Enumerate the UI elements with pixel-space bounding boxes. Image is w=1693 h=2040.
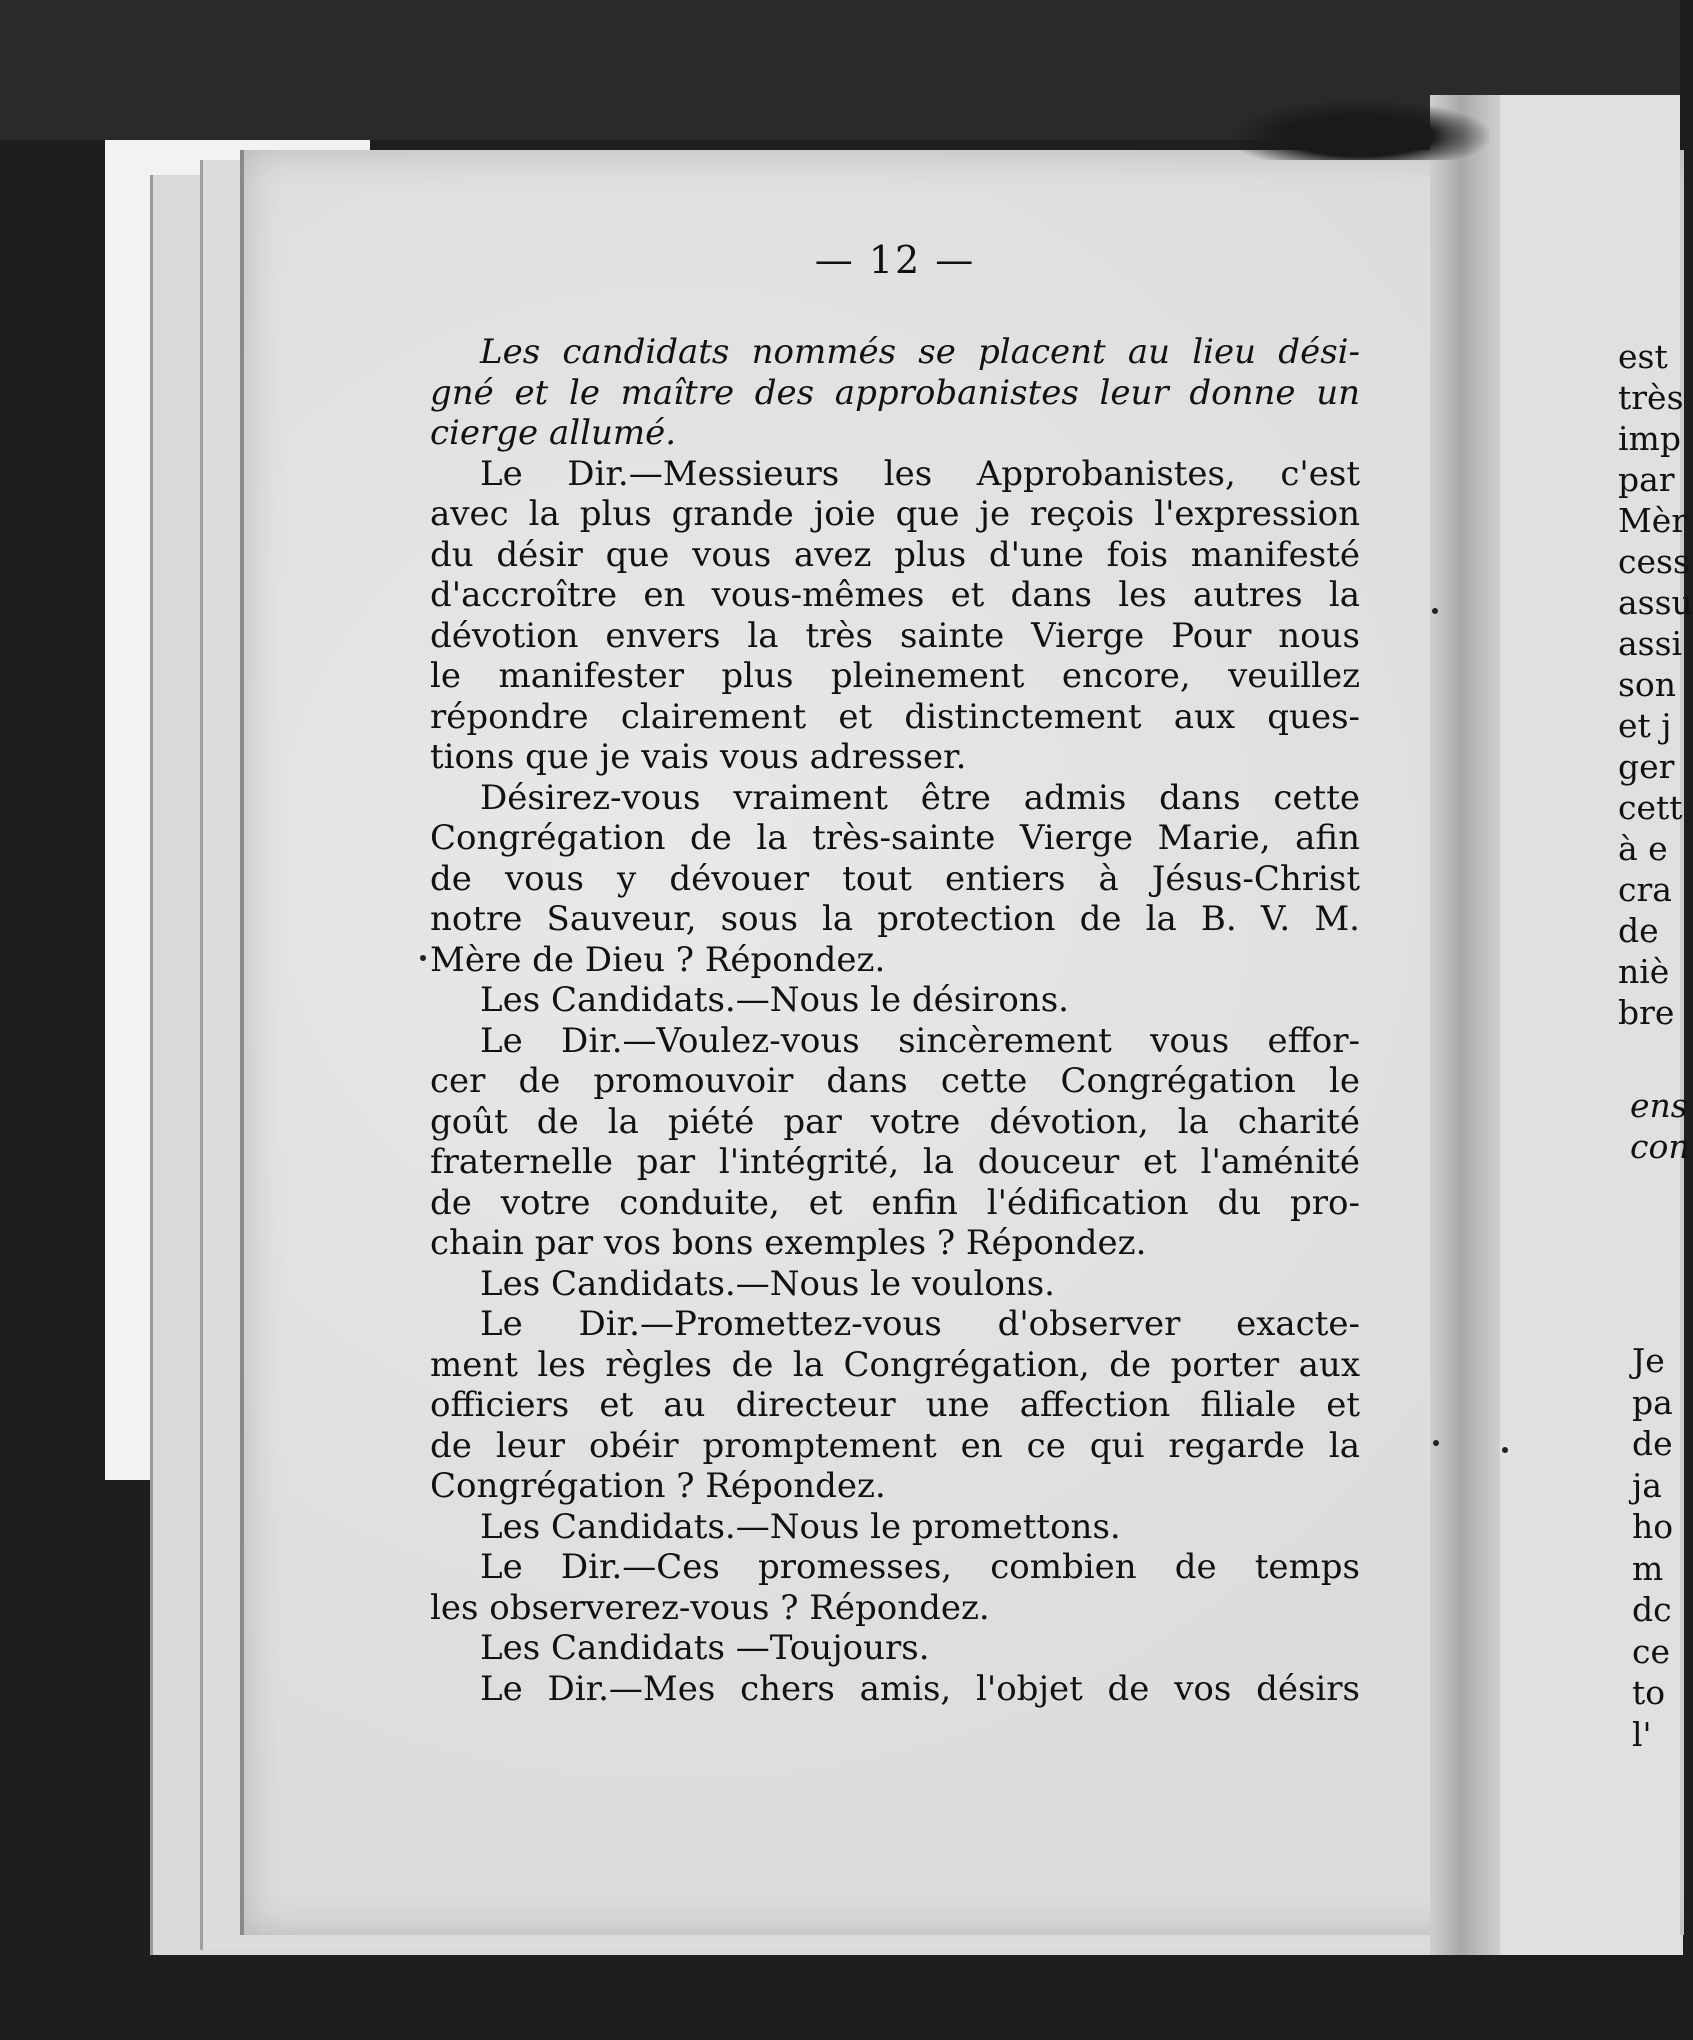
text-line: goût de la piété par votre dévotion, la charité xyxy=(430,1101,1360,1142)
page-body xyxy=(430,332,1360,1709)
text-line: Le Dir.—Ces promesses, combien de temps xyxy=(480,1547,1360,1587)
text-line: Les candidats nommés se placent au lieu dési- xyxy=(480,332,1360,372)
text-line: dévotion envers la très sainte Vierge Pour nous xyxy=(430,615,1360,656)
text-line: Congrégation de la très-sainte Vierge Marie, afin xyxy=(430,818,1360,858)
right-page-fragment: cra xyxy=(1618,870,1672,909)
right-page-fragment: dc xyxy=(1632,1590,1672,1629)
book-gutter xyxy=(1430,95,1500,1955)
page-number: — 12 — xyxy=(814,238,976,282)
text-line: de vous y dévouer tout entiers à Jésus-Christ xyxy=(430,858,1360,899)
right-page-fragment: est xyxy=(1618,337,1668,376)
right-page-fragment: son xyxy=(1618,665,1677,704)
text-line: cierge allumé. xyxy=(430,413,677,453)
right-page-fragment: assu xyxy=(1618,583,1693,622)
text-line: cer de promouvoir dans cette Congrégation le xyxy=(430,1061,1360,1101)
right-page-fragment: ens xyxy=(1630,1086,1688,1125)
right-page-fragment: assi xyxy=(1618,624,1683,663)
binding-clip-shadow xyxy=(1230,100,1490,160)
print-speck xyxy=(420,955,426,961)
right-page-fragment: con xyxy=(1630,1127,1690,1166)
print-speck xyxy=(1433,1440,1439,1446)
text-line: officiers et au directeur une affection filiale et xyxy=(430,1385,1360,1425)
right-page-fragment: niè xyxy=(1618,952,1670,991)
right-page-fragment: to xyxy=(1632,1673,1666,1712)
text-line: notre Sauveur, sous la protection de la B. V. M. xyxy=(430,899,1360,939)
text-line: ment les règles de la Congrégation, de porter aux xyxy=(430,1344,1360,1385)
text-line: fraternelle par l'intégrité, la douceur et l'aménité xyxy=(430,1142,1360,1182)
right-page-fragment: m xyxy=(1632,1548,1664,1588)
text-line: Le Dir.—Mes chers amis, l'objet de vos désirs xyxy=(480,1668,1360,1709)
right-page-fragment: Mèr xyxy=(1618,501,1688,540)
text-line: Les Candidats.—Nous le voulons. xyxy=(480,1263,1055,1304)
text-line: Le Dir.—Voulez-vous sincèrement vous effor- xyxy=(480,1020,1360,1061)
right-page-column-bottom xyxy=(1632,1340,1692,1755)
right-page-fragment: ce xyxy=(1632,1631,1671,1671)
text-line: chain par vos bons exemples ? Répondez. xyxy=(430,1223,1147,1263)
right-page-fragment: de xyxy=(1618,911,1659,950)
print-speck xyxy=(1502,1447,1508,1453)
right-page-fragment: ja xyxy=(1632,1465,1662,1505)
right-page-fragment: cess xyxy=(1618,542,1690,581)
text-line: d'accroître en vous-mêmes et dans les autres la xyxy=(430,575,1360,615)
right-page-fragment: cett xyxy=(1618,788,1683,827)
text-line: Le Dir.—Promettez-vous d'observer exacte- xyxy=(480,1304,1360,1344)
right-page-fragment: ger xyxy=(1618,747,1675,786)
right-page-column-middle xyxy=(1630,1085,1690,1167)
print-speck xyxy=(1432,608,1438,614)
right-page-fragment: par xyxy=(1618,460,1675,499)
right-page-fragment: l' xyxy=(1632,1714,1652,1754)
text-line: répondre clairement et distinctement aux ques- xyxy=(430,696,1360,737)
text-line: Les Candidats.—Nous le promettons. xyxy=(480,1506,1121,1547)
right-page-fragment: et j xyxy=(1618,706,1672,745)
text-line: du désir que vous avez plus d'une fois manifesté xyxy=(430,534,1360,575)
text-line: de leur obéir promptement en ce qui regarde la xyxy=(430,1425,1360,1466)
text-line: Les Candidats —Toujours. xyxy=(480,1628,930,1668)
right-page-fragment: bre xyxy=(1618,993,1675,1032)
text-line: le manifester plus pleinement encore, veuillez xyxy=(430,656,1360,696)
text-line: Mère de Dieu ? Répondez. xyxy=(430,939,886,980)
text-line: Désirez-vous vraiment être admis dans cette xyxy=(480,777,1360,818)
text-line: Le Dir.—Messieurs les Approbanistes, c'est xyxy=(480,453,1360,494)
text-line: de votre conduite, et enfin l'édification du pro- xyxy=(430,1182,1360,1223)
right-page-fragment: à e xyxy=(1618,829,1668,868)
right-page-fragment: imp xyxy=(1618,419,1681,458)
text-line: les observerez-vous ? Répondez. xyxy=(430,1587,990,1628)
right-page-fragment: ho xyxy=(1632,1507,1674,1546)
text-line: Les Candidats.—Nous le désirons. xyxy=(480,980,1069,1020)
right-page-fragment: pa xyxy=(1632,1382,1673,1422)
right-page-fragment: Je xyxy=(1632,1341,1665,1380)
text-line: tions que je vais vous adresser. xyxy=(430,737,967,777)
right-page-column-top xyxy=(1618,336,1693,1033)
text-line: Congrégation ? Répondez. xyxy=(430,1466,886,1506)
text-line: gné et le maître des approbanistes leur donne un xyxy=(430,372,1360,413)
right-page-fragment: très xyxy=(1618,378,1684,417)
right-page-fragment: de xyxy=(1632,1424,1673,1463)
text-line: avec la plus grande joie que je reçois l'expression xyxy=(430,494,1360,534)
